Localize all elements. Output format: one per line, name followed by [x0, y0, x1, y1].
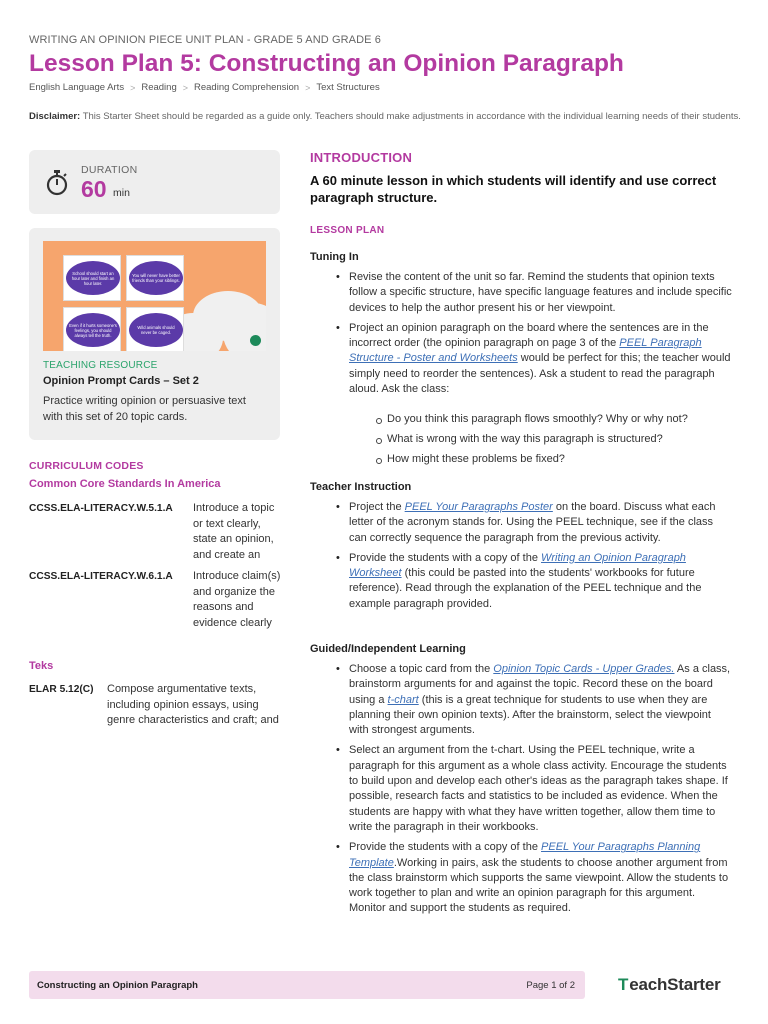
prompt-bubble: You will never have better friends than your siblings. [129, 261, 183, 295]
list-item [332, 321, 732, 397]
text-span: on the board. Discuss what each letter of the acronym stands for. Using the PEEL technique, see if the class can correctly sequence the paragraph from the previous activity. [349, 501, 716, 544]
breadcrumb-separator: > [182, 82, 188, 93]
teacher-instruction-heading: Teacher Instruction [310, 481, 412, 493]
tuning-in-heading: Tuning In [310, 251, 359, 263]
lesson-plan-heading: LESSON PLAN [310, 225, 385, 236]
text-span: would be perfect for this; the teacher would simply need to reorder the sentences). Ask a student to read the paragraph aloud. Ask the class: [349, 352, 731, 396]
text-span: Provide the students with a copy of the [349, 551, 542, 564]
page-title: Lesson Plan 5: Constructing an Opinion Paragraph [29, 50, 624, 77]
question-list [376, 412, 688, 472]
text-span: Provide the students with a copy of the [349, 841, 542, 854]
peel-planning-template-link[interactable]: PEEL Your Paragraphs Planning Template [349, 841, 701, 869]
text-span: As a class, brainstorm arguments for and against the topic. Record these on the board using a [349, 663, 731, 706]
introduction-text: A 60 minute lesson in which students will identify and use correct paragraph structure. [310, 173, 717, 205]
page-footer [29, 971, 585, 999]
guided-learning-heading: Guided/Independent Learning [310, 643, 466, 655]
list-item [332, 551, 732, 612]
brand-glyph: T [618, 975, 629, 994]
resource-thumbnail[interactable] [43, 241, 266, 351]
t-chart-link[interactable]: t-chart [387, 693, 419, 706]
peel-poster-worksheets-link[interactable]: PEEL Paragraph Structure - Poster and Worksheets [349, 337, 702, 365]
curriculum-desc: Introduce claim(s) and organize the reasons and evidence clearly [193, 570, 281, 629]
text-span: Project the [349, 501, 405, 513]
guided-learning-list [332, 662, 732, 922]
text-span: .Working in pairs, ask the students to choose another argument from the class brainstorm which supports the same viewpoint. Allow the students to work together to plan and write an opinion paragraph for this argument. Monitor and support the students as required. [349, 856, 729, 915]
resource-type-label: TEACHING RESOURCE [43, 360, 158, 371]
text-span: (this is a great technique for students to use when they are planning their own opinion texts). After the brainstorm, select the viewpoint with strongest arguments. [349, 693, 711, 737]
question-item: Do you think this paragraph flows smoothly? Why or why not? [376, 412, 688, 428]
duration-unit: min [113, 187, 130, 199]
curriculum-code-row [29, 501, 284, 563]
text-span: Project an opinion paragraph on the board where the sentences are in the incorrect order (the opinion paragraph on page 3 of the [349, 321, 709, 350]
prompt-card [63, 307, 121, 351]
resource-title[interactable]: Opinion Prompt Cards – Set 2 [43, 375, 199, 387]
disclaimer [29, 110, 741, 123]
teks-desc: Compose argumentative texts, including opinion essays, using genre characteristics and craft; and [107, 683, 279, 726]
duration-value: 60 [81, 176, 107, 202]
teacher-instruction-list [332, 500, 732, 617]
teachstarter-logo[interactable] [618, 975, 721, 995]
footer-title: Constructing an Opinion Paragraph [37, 980, 198, 991]
teachstarter-logo-icon [250, 335, 261, 346]
prompt-card [126, 255, 184, 301]
list-item [332, 840, 732, 916]
breadcrumb [29, 82, 380, 93]
disclaimer-label: Disclaimer: [29, 111, 81, 122]
teks-row [29, 682, 284, 729]
question-item: How might these problems be fixed? [376, 452, 688, 468]
prompt-bubble: Wild animals should never be caged. [129, 313, 183, 347]
curriculum-heading: CURRICULUM CODES [29, 460, 144, 472]
duration-card [29, 150, 280, 214]
page-number: Page 1 of 2 [526, 980, 575, 991]
introduction-heading: INTRODUCTION [310, 150, 413, 165]
list-item: • Select an argument from the t-chart. Using the PEEL technique, write a paragraph for this argument as a whole class activity. Encourage the students to build upon and develop each other's ideas as the paragraph takes shape. If possible, research facts and statistics to be included as evidence. When the students are happy with what they have written together, allow them time to write the paragraph in their workbooks. [332, 743, 732, 835]
peel-poster-link[interactable]: PEEL Your Paragraphs Poster [404, 501, 553, 513]
tuning-in-list [332, 270, 732, 402]
opinion-paragraph-worksheet-link[interactable]: Writing an Opinion Paragraph Worksheet [349, 551, 686, 580]
teks-heading: Teks [29, 660, 54, 672]
curriculum-desc: Introduce a topic or text clearly, state an opinion, and create an [193, 502, 275, 561]
curriculum-code-row [29, 569, 284, 631]
text-span: (this could be pasted into the students' workbooks for future reference). Read through the explanation of the PEEL technique and the example paragraph provided. [349, 567, 702, 610]
brand-text: eachStarter [629, 975, 721, 994]
question-item: What is wrong with the way this paragraph is structured? [376, 432, 688, 448]
prompt-bubble: Even if it hurts someone's feelings, you should always tell the truth. [66, 313, 120, 347]
opinion-topic-cards-link[interactable]: Opinion Topic Cards - Upper Grades. [493, 663, 675, 675]
breadcrumb-separator: > [130, 82, 136, 93]
prompt-bubble: School should start an hour later and finish an hour later. [66, 261, 120, 295]
curriculum-code: CCSS.ELA-LITERACY.W.6.1.A [29, 571, 173, 582]
breadcrumb-separator: > [305, 82, 311, 93]
prompt-card [126, 307, 184, 351]
breadcrumb-item[interactable]: English Language Arts [29, 82, 125, 93]
resource-description: Practice writing opinion or persuasive text with this set of 20 topic cards. [43, 395, 246, 423]
standard-name: Common Core Standards In America [29, 478, 221, 490]
text-span: Choose a topic card from the [349, 663, 494, 675]
disclaimer-text: This Starter Sheet should be regarded as a guide only. Teachers should make adjustments in accordance with the individual learning needs of their students. [82, 111, 741, 122]
teaching-resource-card[interactable] [29, 228, 280, 440]
list-item: • Revise the content of the unit so far. Remind the students that opinion texts follow a specific structure, have specific language features and include specific devices to help the author present his or her viewpoint. [332, 270, 732, 316]
prompt-card [63, 255, 121, 301]
breadcrumb-item[interactable]: Reading Comprehension [194, 82, 300, 93]
stopwatch-icon [46, 170, 68, 196]
curriculum-code: CCSS.ELA-LITERACY.W.5.1.A [29, 503, 173, 514]
list-item [332, 500, 732, 546]
duration-label: DURATION [81, 164, 138, 176]
unit-eyebrow: WRITING AN OPINION PIECE UNIT PLAN - GRADE 5 AND GRADE 6 [29, 34, 381, 46]
teks-code: ELAR 5.12(C) [29, 684, 94, 695]
breadcrumb-item[interactable]: Text Structures [316, 82, 380, 93]
list-item [332, 662, 732, 738]
breadcrumb-item[interactable]: Reading [141, 82, 177, 93]
